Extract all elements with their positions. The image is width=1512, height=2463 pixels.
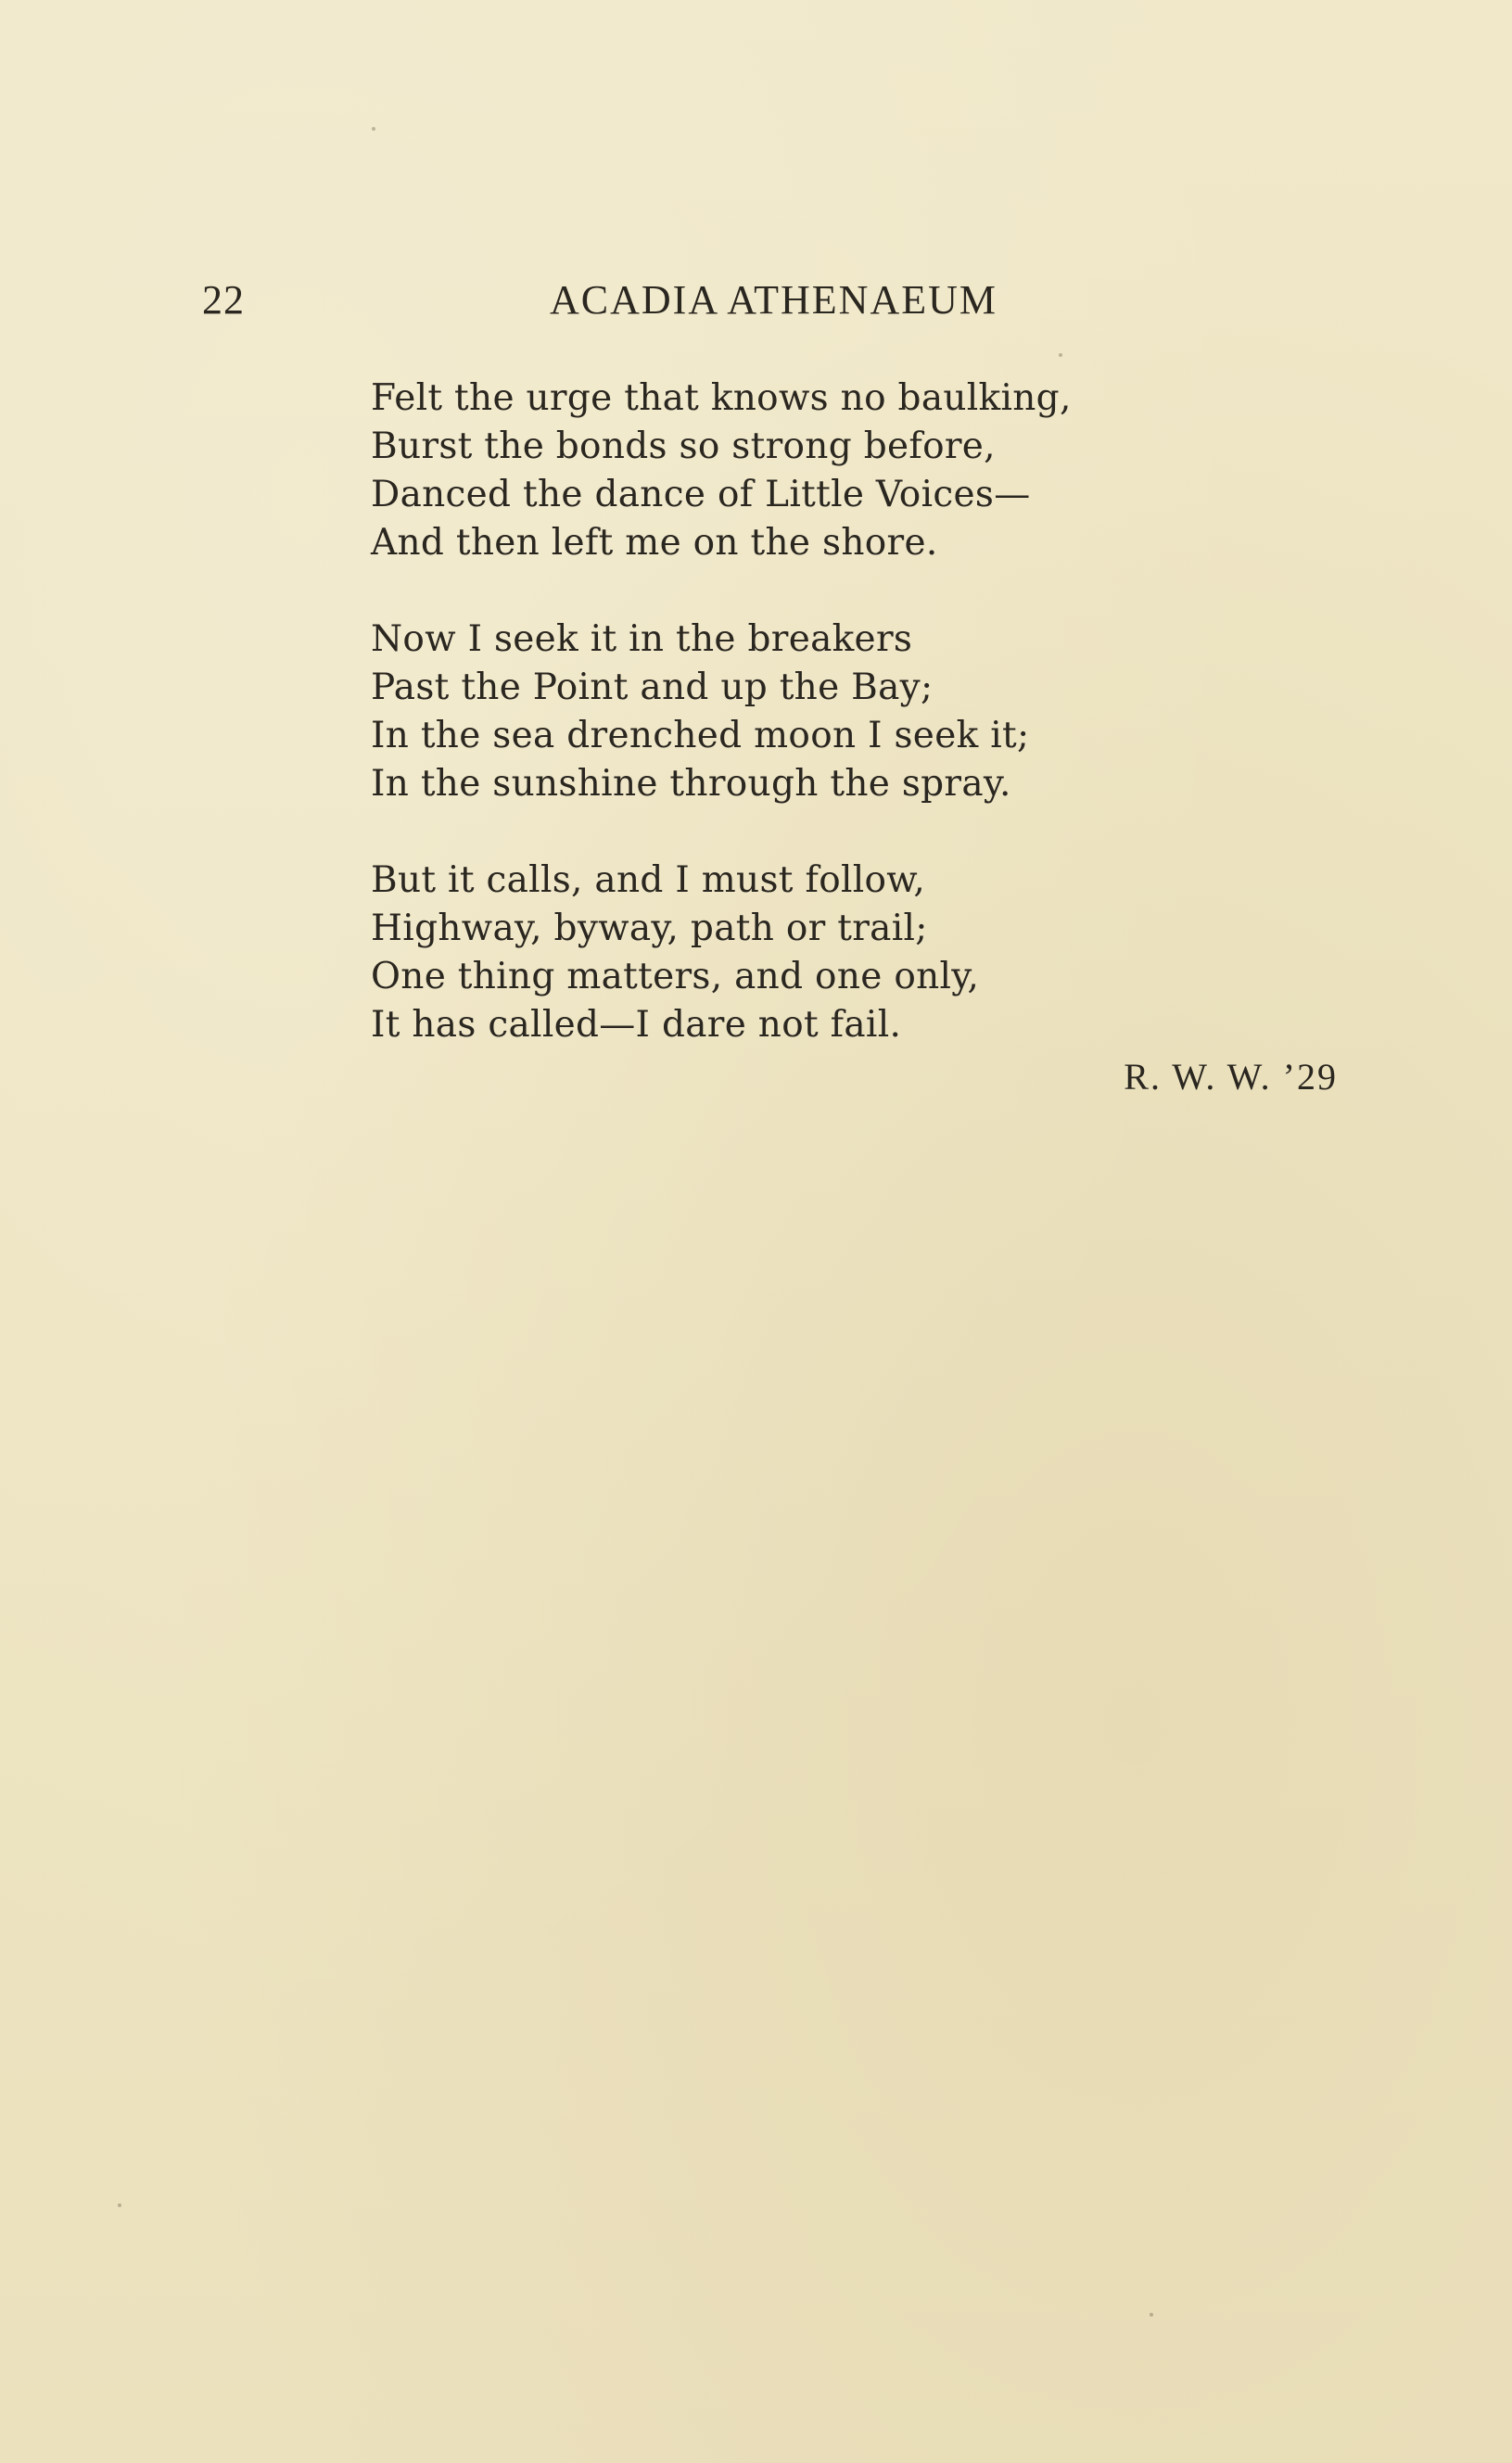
poem-line: Past the Point and up the Bay; [371, 667, 934, 708]
poem-line: Burst the bonds so strong before, [371, 425, 996, 467]
running-title: ACADIA ATHENAEUM [550, 277, 997, 323]
author-signature: R. W. W. ’29 [1124, 1056, 1338, 1098]
page-number: 22 [202, 277, 245, 323]
poem-line: Danced the dance of Little Voices— [371, 474, 1031, 515]
poem-line: Highway, byway, path or trail; [371, 908, 928, 949]
paper-speck [118, 2203, 121, 2207]
poem-line: Felt the urge that knows no baulking, [371, 377, 1072, 419]
poem-line: In the sea drenched moon I seek it; [371, 715, 1030, 756]
paper-speck [372, 127, 375, 131]
page-header [202, 276, 1352, 332]
poem [371, 375, 1344, 1098]
poem-line: It has called—I dare not fail. [371, 1004, 902, 1046]
poem-line: And then left me on the shore. [371, 522, 938, 564]
stanza-3 [371, 857, 1344, 1049]
stanza-2 [371, 616, 1344, 808]
poem-line: In the sunshine through the spray. [371, 763, 1011, 805]
paper-speck [1059, 353, 1062, 357]
stanza-1 [371, 375, 1344, 567]
paper-speck [1150, 2313, 1153, 2317]
poem-line: One thing matters, and one only, [371, 956, 980, 997]
poem-line: But it calls, and I must follow, [371, 859, 926, 901]
poem-line: Now I seek it in the breakers [371, 618, 913, 660]
